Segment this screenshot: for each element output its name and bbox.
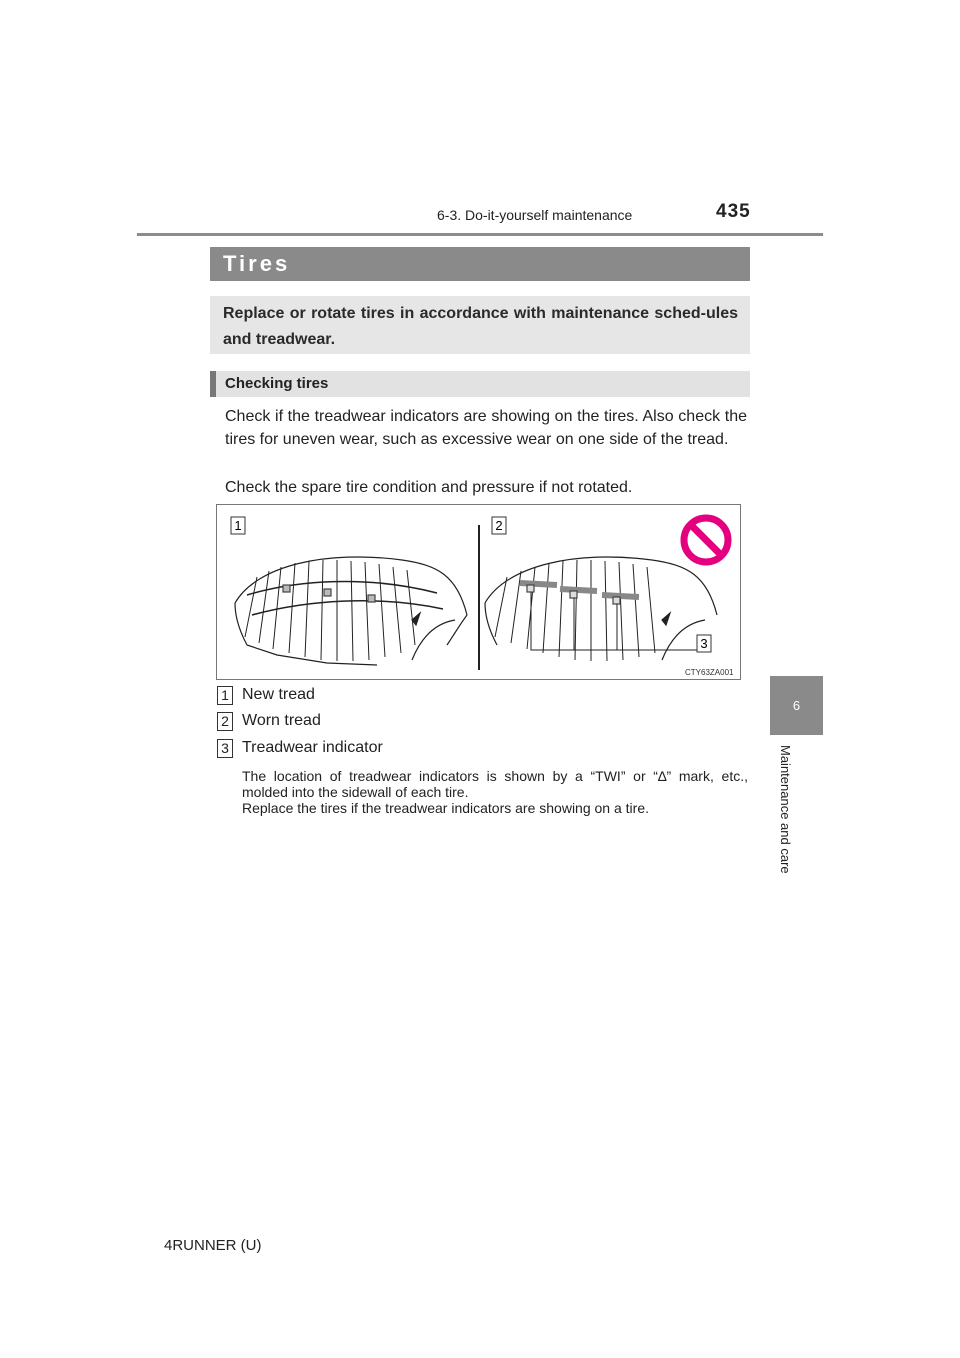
subheading-checking-tires: Checking tires xyxy=(225,375,329,392)
legend-num-1: 1 xyxy=(217,686,233,705)
callout-2 xyxy=(492,517,506,534)
indicator-note xyxy=(242,768,748,816)
footer-model: 4RUNNER (U) xyxy=(164,1237,262,1254)
chapter-tab xyxy=(770,676,823,735)
subheading-bar xyxy=(210,371,750,397)
running-header-section: 6-3. Do-it-yourself maintenance xyxy=(437,207,633,223)
intro-box xyxy=(210,296,750,354)
legend-label-worn-tread: Worn tread xyxy=(242,712,321,729)
tire-illustration xyxy=(217,505,740,679)
header-rule xyxy=(137,233,823,236)
section-title: Tires xyxy=(223,251,291,276)
page-number: 435 xyxy=(716,201,751,222)
svg-text:2: 2 xyxy=(495,518,503,533)
legend-num-2: 2 xyxy=(217,712,233,731)
legend-label-new-tread: New tread xyxy=(242,686,315,703)
svg-text:1: 1 xyxy=(234,518,242,533)
tire-figure xyxy=(216,504,741,680)
note-line-2: Replace the tires if the treadwear indicators are showing on a tire. xyxy=(242,800,649,816)
prohibition-icon xyxy=(684,518,728,562)
intro-text: Replace or rotate tires in accordance with maintenance sched-ules and treadwear. xyxy=(223,305,738,348)
subheading-marker xyxy=(210,371,216,397)
legend-label-treadwear-indicator: Treadwear indicator xyxy=(242,739,383,756)
callout-1 xyxy=(231,517,245,534)
figure-code: CTY63ZA001 xyxy=(685,668,734,677)
new-tread-tire xyxy=(235,557,467,665)
section-title-bar xyxy=(210,247,750,281)
chapter-label xyxy=(773,745,793,895)
chapter-number: 6 xyxy=(792,698,801,713)
note-line-1: The location of treadwear indicators is shown by a “TWI” or “∆” mark, etc., molded into the sidewall of each tire. xyxy=(242,768,748,800)
callout-3 xyxy=(697,635,711,652)
paragraph-check-indicators: Check if the treadwear indicators are showing on the tires. Also check the tires for uneven wear, such as excessive wear on one side of the tread. xyxy=(225,408,747,448)
paragraph-spare-tire: Check the spare tire condition and pressure if not rotated. xyxy=(225,479,633,496)
legend-num-3: 3 xyxy=(217,739,233,758)
chapter-label-text: Maintenance and care xyxy=(778,745,793,874)
svg-text:3: 3 xyxy=(700,636,708,651)
worn-tread-tire xyxy=(485,557,717,661)
